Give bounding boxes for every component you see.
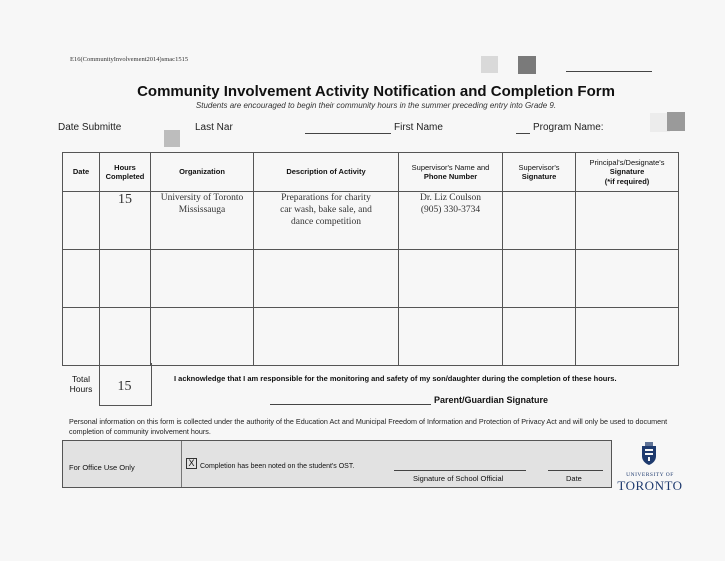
col-header-hours: Hours Completed [100, 153, 151, 192]
cell-empty[interactable] [576, 250, 679, 308]
cell-empty[interactable] [576, 308, 679, 366]
uoft-logo-line1: UNIVERSITY OF [626, 472, 674, 478]
table-row [63, 192, 679, 250]
form-subtitle: Students are encouraged to begin their community hours in the summer preceding entry into Grade 9. [195, 101, 557, 110]
cell-empty[interactable] [100, 250, 151, 308]
cell-empty[interactable] [503, 308, 576, 366]
table-row [63, 250, 679, 308]
office-divider [181, 441, 182, 487]
cell-empty[interactable] [399, 250, 503, 308]
cell-empty[interactable] [399, 308, 503, 366]
cell-empty[interactable] [151, 250, 254, 308]
redaction-block [667, 112, 685, 131]
cell-empty[interactable] [100, 308, 151, 366]
last-name-line[interactable] [305, 133, 391, 134]
program-name-label: Program Name: [533, 122, 604, 133]
cell-hours[interactable]: 15 [100, 192, 151, 250]
cell-empty[interactable] [503, 250, 576, 308]
col-header-date: Date [63, 153, 100, 192]
total-hours-label: Total Hours [69, 374, 93, 394]
col-header-supervisor-signature: Supervisor's Signature [503, 153, 576, 192]
uoft-crest-icon [640, 440, 658, 466]
redaction-block [518, 56, 536, 74]
cell-empty[interactable] [254, 250, 399, 308]
col-header-organization: Organization [151, 153, 254, 192]
first-name-label: First Name [394, 122, 443, 133]
first-name-line[interactable] [516, 133, 530, 134]
school-signature-label: Signature of School Official [413, 474, 504, 483]
col-header-principal-signature: Principal's/Designate's Signature (*if required) [576, 153, 679, 192]
cell-description[interactable]: Preparations for charity car wash, bake sale, and dance competition [254, 192, 399, 250]
completion-checkbox[interactable]: X [186, 458, 197, 469]
form-code: E16(CommunityInvolvement2014)smac1515 [70, 56, 189, 63]
acknowledgement-text: I acknowledge that I am responsible for the monitoring and safety of my son/daughter during the completion of these hours. [174, 374, 617, 383]
school-signature-line[interactable] [394, 470, 526, 471]
cell-empty[interactable] [151, 308, 254, 366]
col-header-supervisor: Supervisor's Name and Phone Number [399, 153, 503, 192]
cell-organization[interactable]: University of Toronto Mississauga [151, 192, 254, 250]
office-use-label: For Office Use Only [69, 463, 135, 472]
date-submitted-label: Date Submitte [58, 122, 122, 133]
redaction-block [481, 56, 498, 73]
redaction-block [164, 130, 180, 147]
cell-empty[interactable] [254, 308, 399, 366]
activity-table [62, 152, 679, 366]
completion-note: Completion has been noted on the student's OST. [200, 463, 355, 470]
cell-supervisor-signature[interactable] [503, 192, 576, 250]
cell-date[interactable] [63, 192, 100, 250]
parent-signature-line[interactable] [270, 404, 431, 405]
cell-empty[interactable] [63, 308, 100, 366]
date-label: Date [566, 474, 582, 483]
date-line[interactable] [548, 470, 603, 471]
cell-empty[interactable] [63, 250, 100, 308]
table-row [63, 308, 679, 366]
table-header-row [63, 153, 679, 192]
form-title: Community Involvement Activity Notification and Completion Form [137, 83, 615, 100]
col-header-description: Description of Activity [254, 153, 399, 192]
privacy-notice: Personal information on this form is collected under the authority of the Education Act and Municipal Freedom of Information and Protection of Privacy Act and will only be used to document completion of community involvement hours. [69, 417, 668, 436]
total-hours-value: 15 [117, 379, 132, 394]
cell-supervisor[interactable]: Dr. Liz Coulson (905) 330-3734 [399, 192, 503, 250]
top-right-line [566, 71, 652, 72]
cell-principal-signature[interactable] [576, 192, 679, 250]
last-name-label: Last Nar [195, 122, 233, 133]
uoft-logo-line2: TORONTO [617, 478, 683, 493]
parent-signature-label: Parent/Guardian Signature [434, 395, 549, 405]
